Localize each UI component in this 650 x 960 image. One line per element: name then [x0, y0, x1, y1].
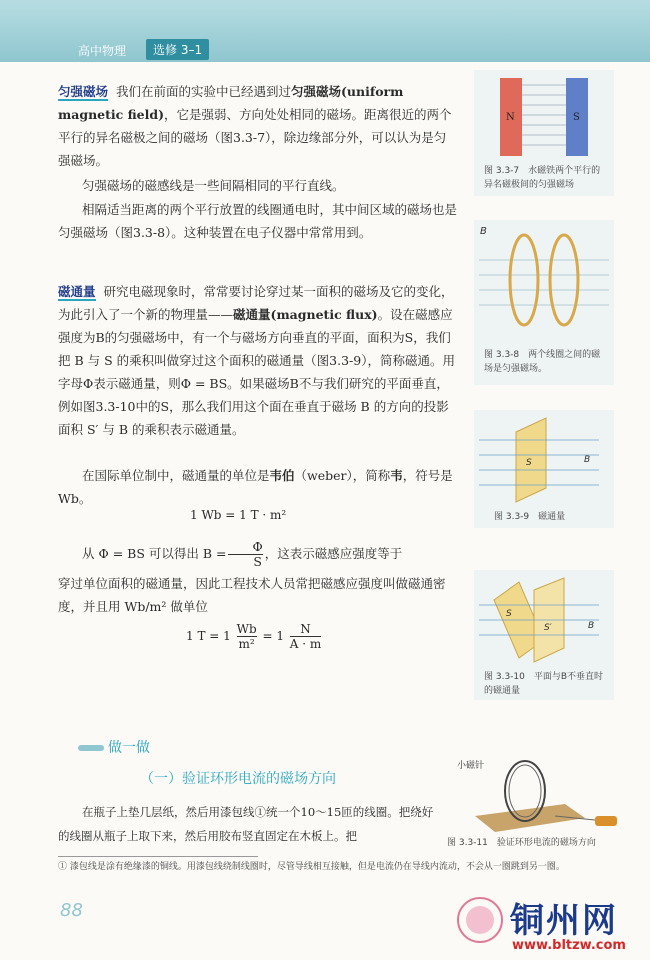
caption-3-3-10: 图 3.3-10 平面与B不垂直时的磁通量 — [484, 672, 604, 696]
frac-num: Wb — [236, 622, 257, 636]
arrow-icon — [78, 745, 104, 751]
paragraph-magnetic-flux — [58, 280, 458, 441]
frac-den: A · m — [289, 637, 322, 651]
activity-label: 做一做 — [108, 740, 150, 756]
text: 在国际单位制中，磁通量的单位是 — [82, 468, 270, 483]
text: = 1 — [262, 629, 284, 643]
caption-3-3-11: 图 3.3-11 验证环形电流的磁场方向 — [447, 838, 596, 848]
figure-3-3-11 — [447, 756, 625, 848]
frac-den: m² — [238, 637, 255, 651]
watermark-name: 铜州网 — [510, 901, 618, 941]
text: ，它是强弱、方向处处相同的磁场。距离很近的两个平行的异名磁极之间的磁场（图3.3-7），除边缘部分外，可以认为是匀强磁场。 — [58, 107, 452, 168]
footnote: ① 漆包线是涂有绝缘漆的铜线。用漆包线绕制线圈时，尽管导线相互接触，但是电流仍在导线内流动，不会从一圈跳到另一圈。 — [58, 862, 565, 872]
caption-3-3-9: 图 3.3-9 磁通量 — [494, 512, 566, 522]
text-english: (magnetic flux) — [270, 307, 378, 322]
label-b: B — [480, 226, 487, 237]
activity-title — [78, 737, 150, 757]
page-number: 88 — [60, 900, 83, 921]
text-bold: 匀强磁场 — [290, 84, 341, 99]
flux-diagram — [474, 410, 614, 505]
fraction-wb-m2 — [237, 622, 257, 651]
label-s: S — [526, 458, 532, 468]
frac-num: Φ — [228, 540, 262, 555]
text: （weber），简称 — [294, 468, 391, 483]
coil-compass-diagram — [455, 756, 625, 836]
label-s-prime: S′ — [544, 623, 552, 633]
text-bold: 韦伯 — [269, 468, 295, 483]
formula-tesla — [186, 622, 323, 651]
paragraph-5 — [58, 464, 458, 510]
text: 我们在前面的实验中已经遇到过 — [115, 84, 291, 99]
paragraph-2: 匀强磁场的磁感线是一些间隔相同的平行直线。 — [82, 178, 345, 193]
magnets-diagram — [474, 70, 614, 170]
caption-3-3-8: 图 3.3-8 两个线圈之间的磁场是匀强磁场。 — [484, 350, 601, 374]
text: 从 Φ = BS 可以得出 B = — [82, 546, 227, 561]
label-compass: 小磁针 — [457, 761, 485, 771]
label-s: S — [573, 112, 580, 123]
text: 。设在磁感应强度为B的匀强磁场中，有一个与磁场方向垂直的平面，面积为S，我们把 B 与 S 的乘积叫做穿过这个面积的磁通量（图3.3-9），简称磁通。用字母Φ表示磁通量，则Φ = BS。如果磁场B不与我们研究的平面垂直，例如图3.3-10中的S，那么我们用这个面在垂直于磁场 B 的方向的投影面积 S′ 与 B 的乘积表示磁通量。 — [58, 307, 455, 437]
paragraph-7: 穿过单位面积的磁通量，因此工程技术人员常把磁感应强度叫做磁通密度，并且用 Wb/m² 做单位 — [58, 576, 446, 614]
text: ，这表示磁感应强度等于 — [264, 546, 403, 561]
figure-3-3-8 — [474, 220, 614, 385]
fraction-phi-s — [228, 540, 262, 569]
text: 1 T = 1 — [186, 629, 231, 643]
text-bold: 磁通量 — [233, 307, 271, 322]
label-b: B — [584, 455, 591, 465]
paragraph-6 — [58, 540, 458, 569]
caption-3-3-7: 图 3.3-7 水磁铁两个平行的异名磁极间的匀强磁场 — [484, 166, 601, 190]
paragraph-8: 在瓶子上垫几层纸，然后用漆包线①统一个10～15匝的线圈。把绕好的线圈从瓶子上取下来，然后用胶布竖直固定在木板上。把 — [58, 805, 434, 843]
text-bold: 韦 — [390, 468, 403, 483]
book-title: 高中物理 — [78, 44, 127, 58]
text: ，符号是 Wb。 — [58, 468, 453, 506]
formula-weber: 1 Wb = 1 T · m² — [190, 508, 287, 522]
section-title: （一）验证环形电流的磁场方向 — [140, 771, 336, 787]
watermark-url: www.bltzw.com — [512, 938, 626, 953]
label-b: B — [588, 621, 595, 631]
figure-3-3-7 — [474, 70, 614, 196]
figure-3-3-10 — [474, 570, 614, 700]
volume-tag: 选修 3–1 — [146, 39, 209, 60]
wood-board — [475, 804, 585, 832]
term-magnetic-flux: 磁通量 — [58, 284, 96, 299]
watermark-logo-icon — [455, 895, 505, 945]
battery — [595, 816, 617, 826]
frac-num: N — [290, 622, 322, 637]
figure-3-3-9 — [474, 410, 614, 528]
term-uniform-field: 匀强磁场 — [58, 84, 109, 99]
fraction-n-am — [290, 622, 322, 651]
coils-diagram — [474, 220, 614, 340]
label-n: N — [506, 112, 515, 123]
coil-right — [550, 235, 578, 325]
footnote-divider — [58, 856, 258, 857]
text: 研究电磁现象时，常常要讨论穿过某一面积的磁场及它的变化，为此引入了一个新的物理量—— — [58, 284, 454, 322]
label-s: S — [506, 609, 512, 619]
text-english: (uniform magnetic field) — [58, 84, 404, 122]
paragraph-3: 相隔适当距离的两个平行放置的线圈通电时，其中间区域的磁场也是匀强磁场（图3.3-8）。这种装置在电子仪器中常常用到。 — [58, 202, 458, 240]
paragraph-uniform-field — [58, 80, 458, 172]
frac-den: S — [253, 554, 262, 569]
tilted-flux-diagram — [474, 570, 614, 665]
coil-left — [510, 235, 538, 325]
